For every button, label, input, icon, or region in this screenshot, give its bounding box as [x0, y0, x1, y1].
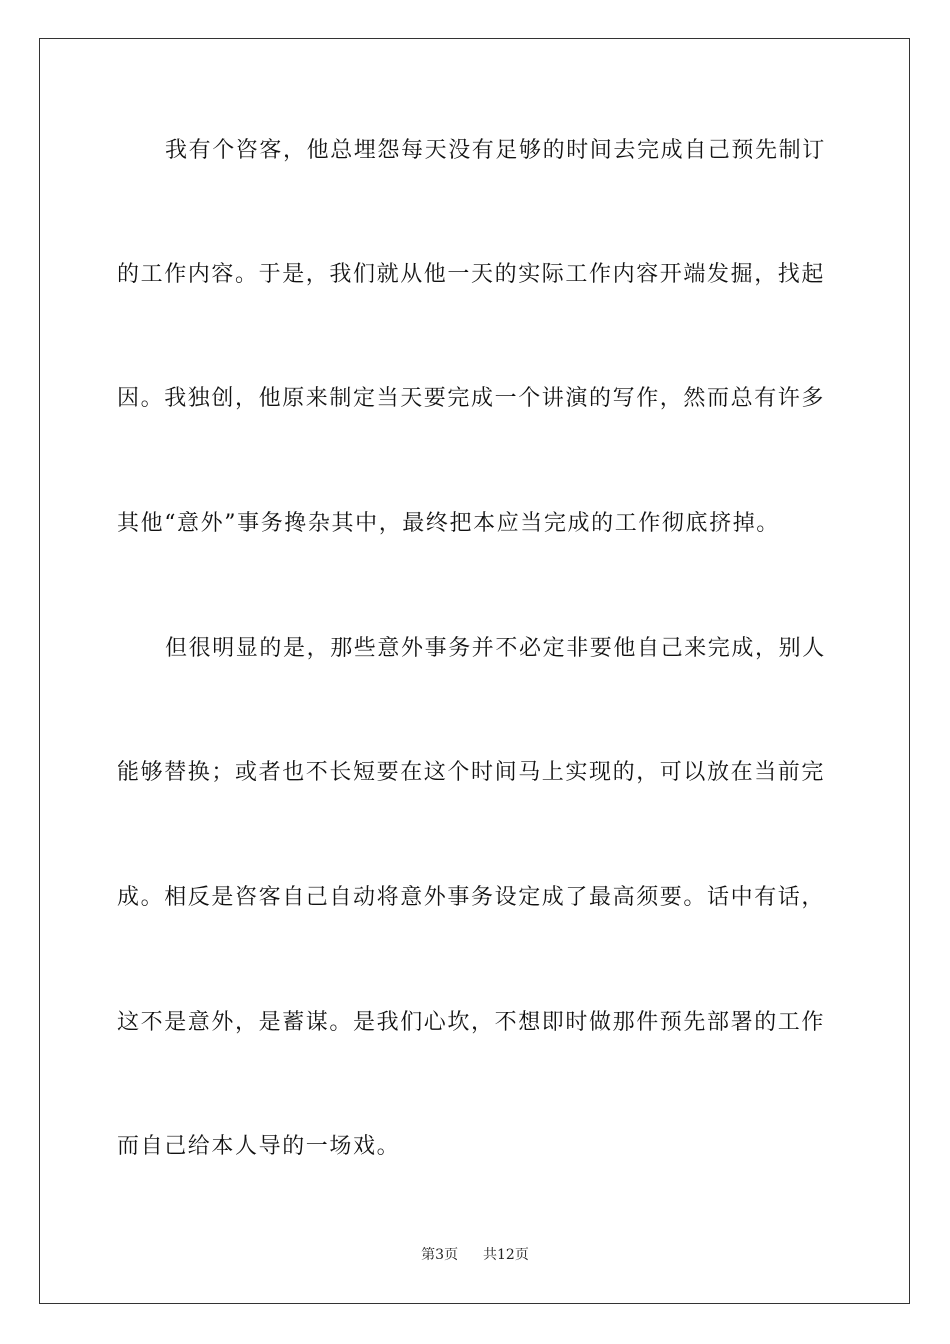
paragraph-2-line-2: 能够替换；或者也不长短要在这个时间马上实现的，可以放在当前完 [117, 760, 826, 785]
paragraph-1-line-2: 的工作内容。于是，我们就从他一天的实际工作内容开端发掘，找起 [117, 262, 826, 287]
page-footer [0, 1246, 950, 1264]
paragraph-2-line-4: 这不是意外，是蓄谋。是我们心坎，不想即时做那件预先部署的工作 [117, 1010, 826, 1035]
paragraph-2-line-5: 而自己给本人导的一场戏。 [117, 1134, 401, 1159]
page-border [39, 38, 910, 1304]
paragraph-1-line-3: 因。我独创，他原来制定当天要完成一个讲演的写作，然而总有许多 [117, 386, 826, 411]
paragraph-1-line-1: 我有个咨客，他总埋怨每天没有足够的时间去完成自己预先制订 [165, 138, 826, 163]
page-number: 第3页 [421, 1247, 459, 1263]
page-total: 共12页 [483, 1247, 529, 1263]
paragraph-1-line-4: 其他“意外”事务搀杂其中，最终把本应当完成的工作彻底挤掉。 [117, 511, 780, 536]
paragraph-2-line-1: 但很明显的是，那些意外事务并不必定非要他自己来完成，别人 [165, 636, 826, 661]
paragraph-2-line-3: 成。相反是咨客自己自动将意外事务设定成了最高须要。话中有话， [117, 885, 826, 910]
